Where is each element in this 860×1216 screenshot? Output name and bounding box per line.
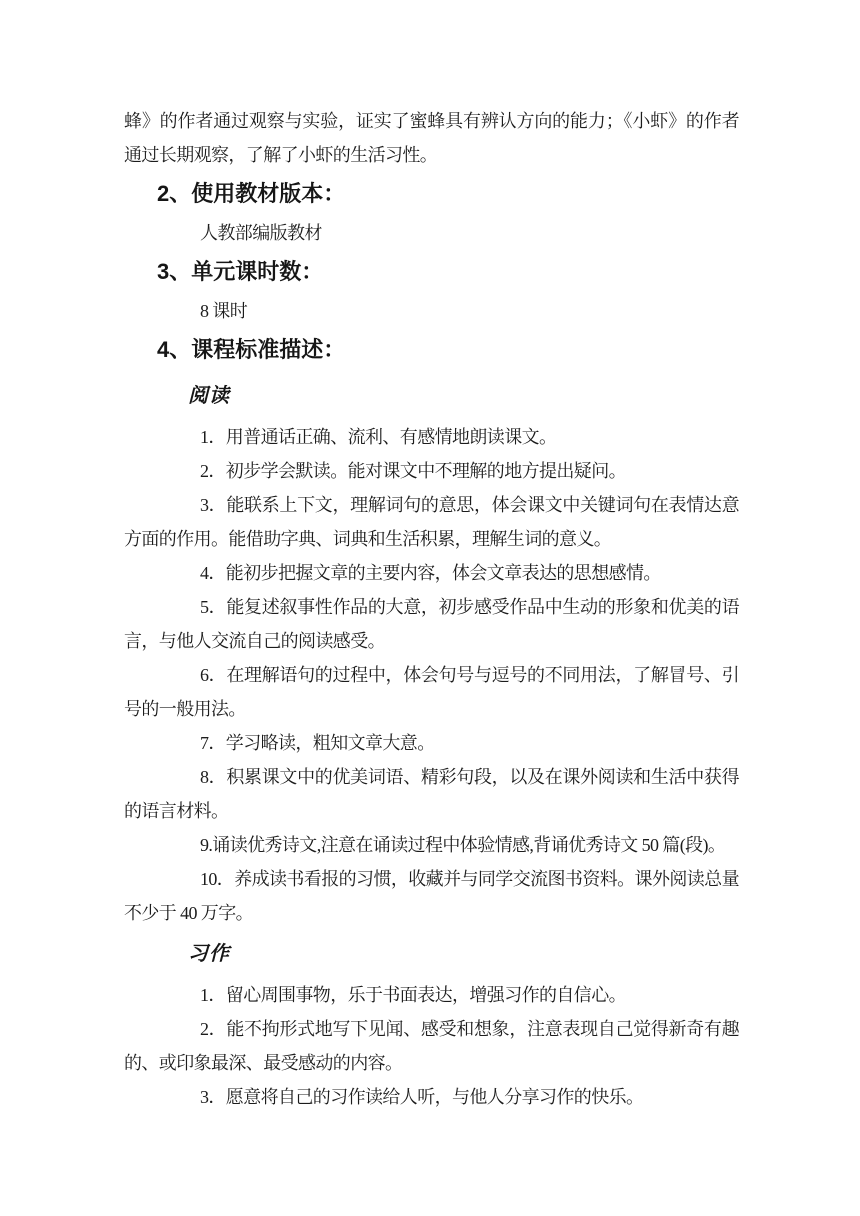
reading-item: 4．能初步把握文章的主要内容，体会文章表达的思想感情。 [200,563,661,583]
reading-item: 1．用普通话正确、流利、有感情地朗读课文。 [200,427,557,447]
reading-item: 8．积累课文中的优美词语、精彩句段，以及在课外阅读和生活中获得的语言材料。 [124,767,739,821]
reading-item: 10．养成读书看报的习惯，收藏并与同学交流图书资料。课外阅读总量不少于 40 万字。 [124,869,739,923]
reading-item: 9.诵读优秀诗文,注意在诵读过程中体验情感,背诵优秀诗文 50 篇(段)。 [200,835,726,855]
heading-curriculum-standards: 4、课程标准描述： [157,337,346,362]
reading-item: 2．初步学会默读。能对课文中不理解的地方提出疑问。 [200,461,626,481]
reading-item: 7．学习略读，粗知文章大意。 [200,733,435,753]
reading-item: 3．能联系上下文，理解词句的意思，体会课文中关键词句在表情达意方面的作用。能借助字典、词典和生活积累，理解生词的意义。 [124,495,739,549]
heading-textbook-version: 2、使用教材版本： [157,181,346,206]
reading-section-title: 阅读 [188,385,230,407]
reading-item: 6．在理解语句的过程中，体会句号与逗号的不同用法，了解冒号、引号的一般用法。 [124,665,739,719]
writing-item: 1．留心周围事物，乐于书面表达，增强习作的自信心。 [200,985,626,1005]
textbook-version-value: 人教部编版教材 [200,223,322,243]
writing-section-title: 习作 [188,943,230,965]
writing-item: 2．能不拘形式地写下见闻、感受和想象，注意表现自己觉得新奇有趣的、或印象最深、最受感动的内容。 [124,1019,739,1073]
writing-item: 3．愿意将自己的习作读给人听，与他人分享习作的快乐。 [200,1087,644,1107]
reading-item: 5．能复述叙事性作品的大意，初步感受作品中生动的形象和优美的语言，与他人交流自己的阅读感受。 [124,597,739,651]
continuation-paragraph: 蜂》的作者通过观察与实验，证实了蜜蜂具有辨认方向的能力；《小虾》的作者通过长期观察，了解了小虾的生活习性。 [124,111,739,165]
heading-unit-hours: 3、单元课时数： [157,259,324,284]
unit-hours-value: 8 课时 [200,301,248,321]
